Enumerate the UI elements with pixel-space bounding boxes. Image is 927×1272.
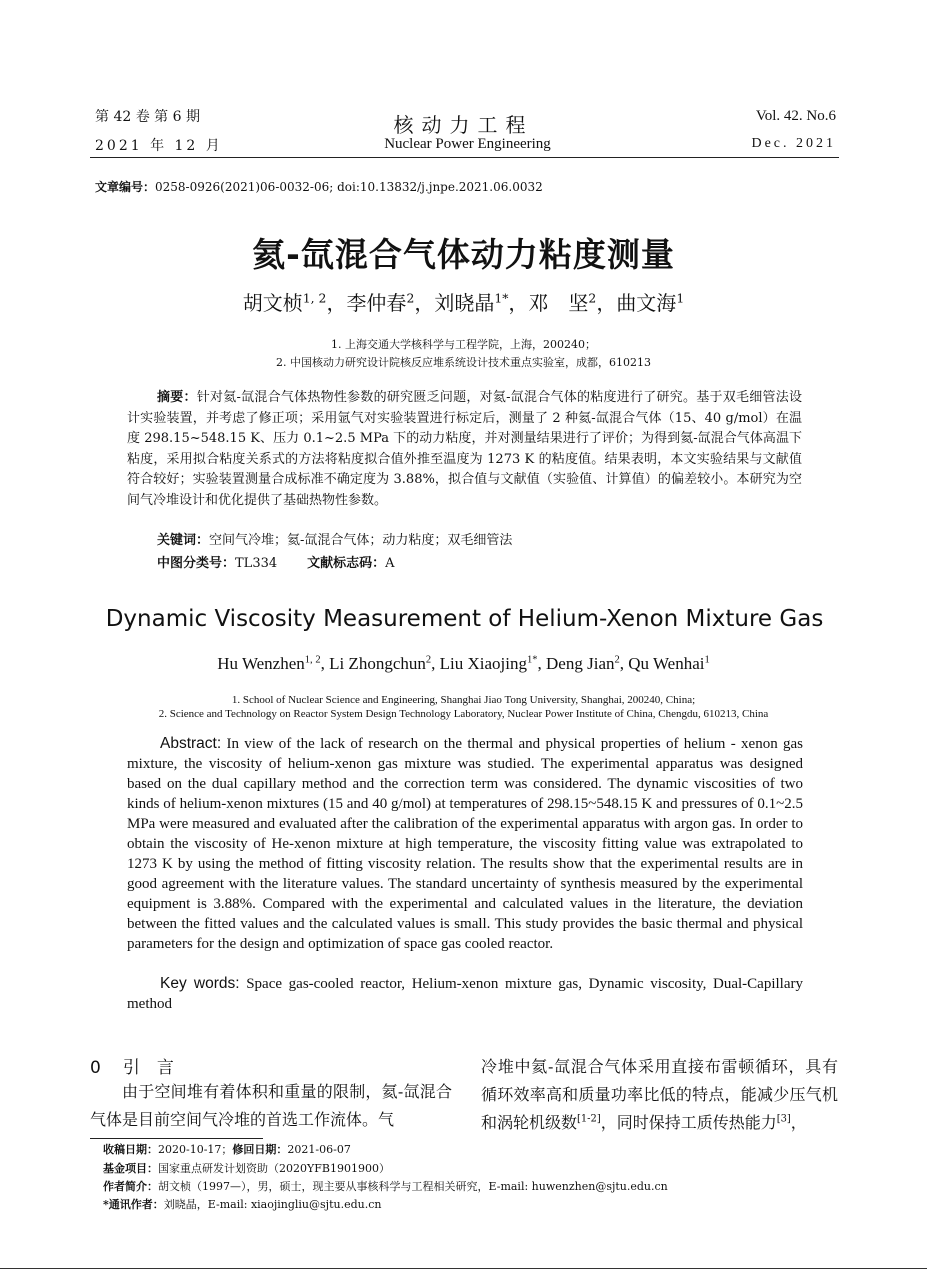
author-en: Liu Xiaojing$^{1*}$, [439, 654, 547, 673]
article-number-value: 0258-0926(2021)06-0032-06; doi:10.13832/j.jnpe.2021.06.0032 [155, 180, 543, 194]
author-en: Deng Jian$^2$, [546, 654, 629, 673]
author-en: Li Zhongchun$^2$, [329, 654, 440, 673]
header-date-en: Dec. 2021 [751, 136, 836, 151]
doc-code-value: A [385, 556, 395, 571]
body-text: ， [790, 1113, 807, 1132]
article-number-label: 文章编号： [95, 180, 156, 194]
keywords-en-label: Key words: [160, 975, 240, 992]
footnote-text: 国家重点研发计划资助（2020YFB1901900） [158, 1162, 390, 1175]
footnote-label: 基金项目： [103, 1162, 158, 1175]
authors-en [0, 654, 927, 674]
author-en: Qu Wenhai$^1$ [628, 654, 710, 673]
author-cn: 刘晓晶$^{1*}$， [434, 290, 529, 315]
footnote-label: *通讯作者： [103, 1198, 164, 1211]
body-right-column [481, 1053, 838, 1137]
title-cn: 氦-氙混合气体动力粘度测量 [252, 235, 675, 274]
footnote-label: 修回日期： [232, 1143, 288, 1156]
footnote-author-bio [103, 1178, 668, 1194]
abstract-cn-text: 针对氦-氙混合气体热物性参数的研究匮乏问题，对氦-氙混合气体的粘度进行了研究。基于双毛细管法设计实验装置，并考虑了修正项；采用氩气对实验装置进行标定后，测量了 2 种氦-氙混合气体（15、40 g/mol）在温度 298.15~548.15 K、压力 0.1~2.5 MPa 下的动力粘度，并对测量结果进行了评价；为得到氦-氙混合气体高温下粘度，采用拟合粘度关系式的方法将粘度拟合值外推至温度为 1273 K 的粘度值。结果表明，本文实验结果与文献值符合较好；实验装置测量合成标准不确定度为 3.88%，拟合值与文献值（实验值、计算值）的偏差较小。本研究为空间气冷堆设计和优化提供了基础热物性参数。 [127, 390, 802, 508]
doc-code-label: 文献标志码： [307, 556, 386, 571]
section-number: 0 [90, 1058, 101, 1078]
footnote-label: 收稿日期： [103, 1143, 158, 1156]
journal-name-en: Nuclear Power Engineering [384, 136, 551, 152]
footnote-rule [90, 1138, 263, 1139]
clc-value: TL334 [235, 556, 278, 571]
abstract-en-label: Abstract: [160, 735, 222, 752]
clc-label: 中图分类号： [157, 556, 236, 571]
abstract-cn [127, 388, 802, 512]
keywords-cn-label: 关键词： [157, 533, 210, 548]
author-cn: 曲文海$^1$ [616, 290, 685, 315]
abstract-cn-label: 摘要： [157, 390, 197, 405]
keywords-cn [157, 529, 512, 548]
author-en: Hu Wenzhen$^{1, 2}$, [217, 654, 330, 673]
footnote-text: 刘晓晶，E-mail: xiaojingliu@sjtu.edu.cn [163, 1198, 382, 1211]
author-cn: 胡文桢$^{1, 2}$， [242, 290, 347, 315]
citation-ref[interactable]: [3] [776, 1113, 791, 1125]
header-volume-issue-en: Vol. 42. No.6 [755, 108, 836, 124]
affiliation-en-1: 1. School of Nuclear Science and Engineering, Shanghai Jiao Tong University, Shanghai, 200240, China; [231, 694, 696, 706]
affiliation-en-2: 2. Science and Technology on Reactor System Design Technology Laboratory, Nuclear Power Institute of China, Chengdu, 610213, China [158, 708, 769, 720]
header-date-cn: 2021 年 12 月 [95, 138, 223, 154]
body-left-column: 由于空间堆有着体积和重量的限制，氦-氙混合气体是目前空间气冷堆的首选工作流体。气 [90, 1082, 452, 1129]
footnote-dates [103, 1141, 351, 1157]
footnote-funding [103, 1160, 390, 1176]
footnote-text: 2021-06-07 [287, 1143, 351, 1156]
article-number [95, 178, 543, 195]
header-rule [90, 157, 839, 158]
author-cn: 邓 坚$^2$， [528, 290, 617, 315]
authors-cn [0, 287, 927, 316]
header-volume-issue-cn: 第 42 卷 第 6 期 [95, 109, 200, 125]
affiliation-cn-2: 2. 中国核动力研究设计院核反应堆系统设计技术重点实验室，成都，610213 [276, 356, 651, 369]
keywords-en-text: Space gas-cooled reactor, Helium-xenon mixture gas, Dynamic viscosity, Dual-Capillary method [127, 976, 803, 1012]
body-text: ，同时保持工质传热能力 [600, 1113, 777, 1132]
citation-ref[interactable]: [1-2] [577, 1113, 601, 1125]
body-text: 冷堆中氦-氙混合气体采用直接布雷顿循环，具有循环效率高和质量功率比低的特点，能减少压气机和涡轮机级数 [481, 1057, 838, 1132]
author-cn: 李仲春$^2$， [346, 290, 435, 315]
footnote-text: 2020-10-17； [158, 1143, 233, 1156]
abstract-en-text: In view of the lack of research on the thermal and physical properties of helium - xenon gas mixture, the viscosity of helium-xenon gas mixture was studied. The experimental apparatus was designed based on the dual capillary method and the correction term was considered. The dynamic viscosities of two kinds of helium-xenon mixtures (15 and 40 g/mol) at temperatures of 298.15~548.15 K and pressures of 0.1~2.5 MPa were measured and evaluated after the calibration of the experimental apparatus with argon gas. In order to obtain the viscosity of He-xenon mixture at high temperature, the viscosity fitting value was extrapolated to 1273 K by using the method of fitting viscosity relation. The results show that the experimental results are in good agreement with the literature values. The standard uncertainty of synthesis measured by the experimental equipment is 3.88%. Compared with the experimental and calculated values in the literature, the deviation between the fitted values and the calculated values is small. This study provides the basic thermal and physical parameters for the design and optimization of space gas cooled reactor. [127, 736, 803, 952]
classification-cn [157, 552, 395, 571]
footnote-text: 胡文桢（1997—），男，硕士，现主要从事核科学与工程相关研究，E-mail: huwenzhen@sjtu.edu.cn [158, 1180, 668, 1193]
journal-name-cn: 核动力工程 [393, 113, 534, 137]
abstract-en [127, 734, 803, 954]
keywords-cn-text: 空间气冷堆；氦-氙混合气体；动力粘度；双毛细管法 [209, 533, 513, 548]
keywords-en [127, 974, 803, 1014]
section-heading [90, 1053, 174, 1078]
section-title: 引 言 [122, 1058, 174, 1078]
footnote-label: 作者简介： [103, 1180, 158, 1193]
affiliation-cn-1: 1. 上海交通大学核科学与工程学院，上海，200240； [331, 338, 596, 351]
footnote-corresponding [103, 1196, 381, 1212]
title-en: Dynamic Viscosity Measurement of Helium-Xenon Mixture Gas [105, 606, 824, 632]
page-bottom-rule [0, 1268, 927, 1269]
